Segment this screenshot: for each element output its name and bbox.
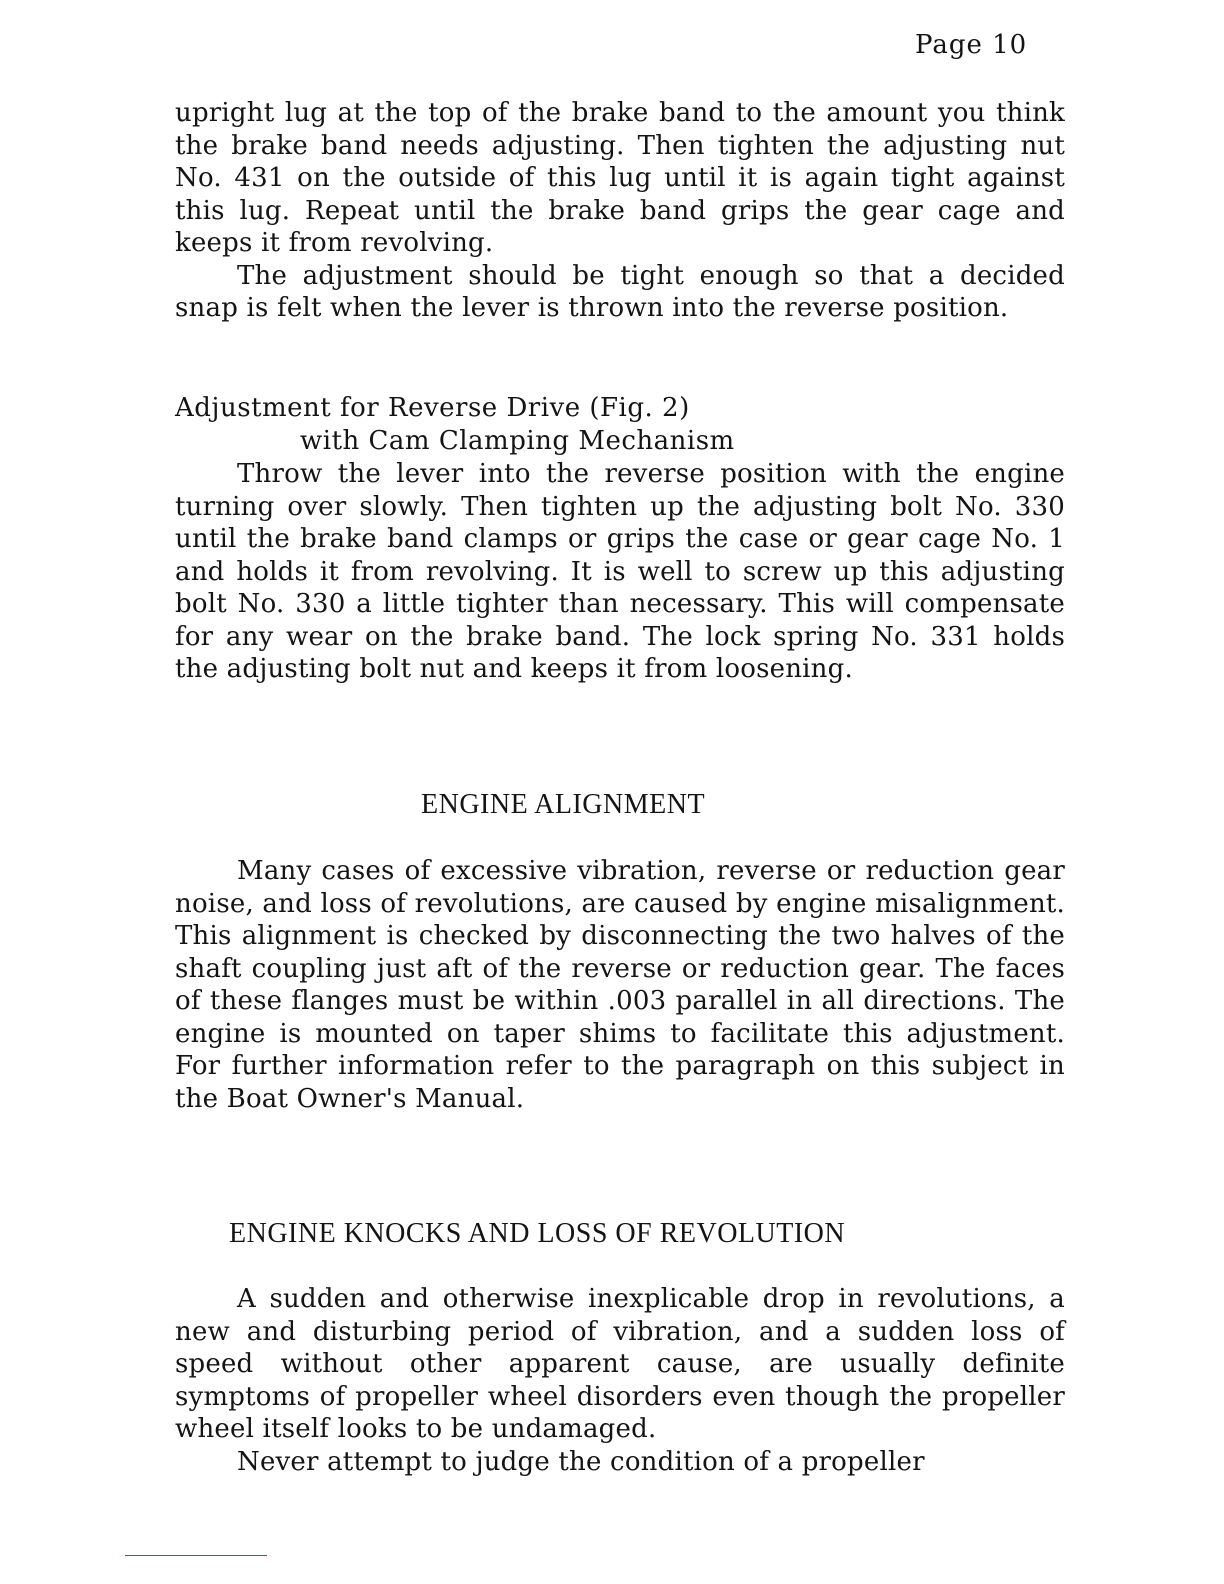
engine-alignment-section (175, 855, 1065, 1115)
footer-rule (125, 1555, 267, 1556)
reverse-drive-subheading: with Cam Clamping Mechanism (300, 426, 735, 456)
reverse-drive-section (175, 392, 1065, 686)
engine-knocks-heading: ENGINE KNOCKS AND LOSS OF REVOLUTION (229, 1218, 846, 1249)
engine-alignment-heading: ENGINE ALIGNMENT (421, 789, 706, 820)
engine-knocks-section (175, 1283, 1065, 1478)
page-number: Page 10 (915, 30, 1028, 60)
reverse-drive-paragraph: Throw the lever into the reverse position with the engine turning over slowly. Then tighten up the adjusting bolt No. 330 until the brake band clamps or grips the case or gear cage No. 1 and holds it from revolving. It is well to screw up this adjusting bolt No. 330 a little tighter than necessary. This will compensate for any wear on the brake band. The lock spring No. 331 holds the adjusting bolt nut and keeps it from loosening. (175, 459, 1065, 684)
continuation-section (175, 97, 1065, 325)
propeller-paragraph: Never attempt to judge the condition of a propeller (237, 1446, 925, 1477)
reverse-drive-heading: Adjustment for Reverse Drive (Fig. 2) (175, 393, 690, 423)
adjustment-snap-paragraph: The adjustment should be tight enough so that a decided snap is felt when the lever is thrown into the reverse position. (175, 260, 1065, 323)
engine-alignment-paragraph: Many cases of excessive vibration, reverse or reduction gear noise, and loss of revolutions, are caused by engine misalignment. This alignment is checked by disconnecting the two halves of the shaft coupling just aft of the reverse or reduction gear. The faces of these flanges must be within .003 parallel in all directions. The engine is mounted on taper shims to facilitate this adjustment. For further information refer to the paragraph on this subject in the Boat Owner's Manual. (175, 856, 1065, 1114)
engine-knocks-paragraph: A sudden and otherwise inexplicable drop in revolutions, a new and disturbing period of vibration, and a sudden loss of speed without other apparent cause, are usually definite symptoms of propeller wheel disorders even though the propeller wheel itself looks to be undamaged. (175, 1284, 1065, 1444)
continuation-paragraph: upright lug at the top of the brake band to the amount you think the brake band needs adjusting. Then tighten the adjusting nut No. 431 on the outside of this lug until it is again tight against this lug. Repeat until the brake band grips the gear cage and keeps it from revolving. (175, 98, 1065, 258)
